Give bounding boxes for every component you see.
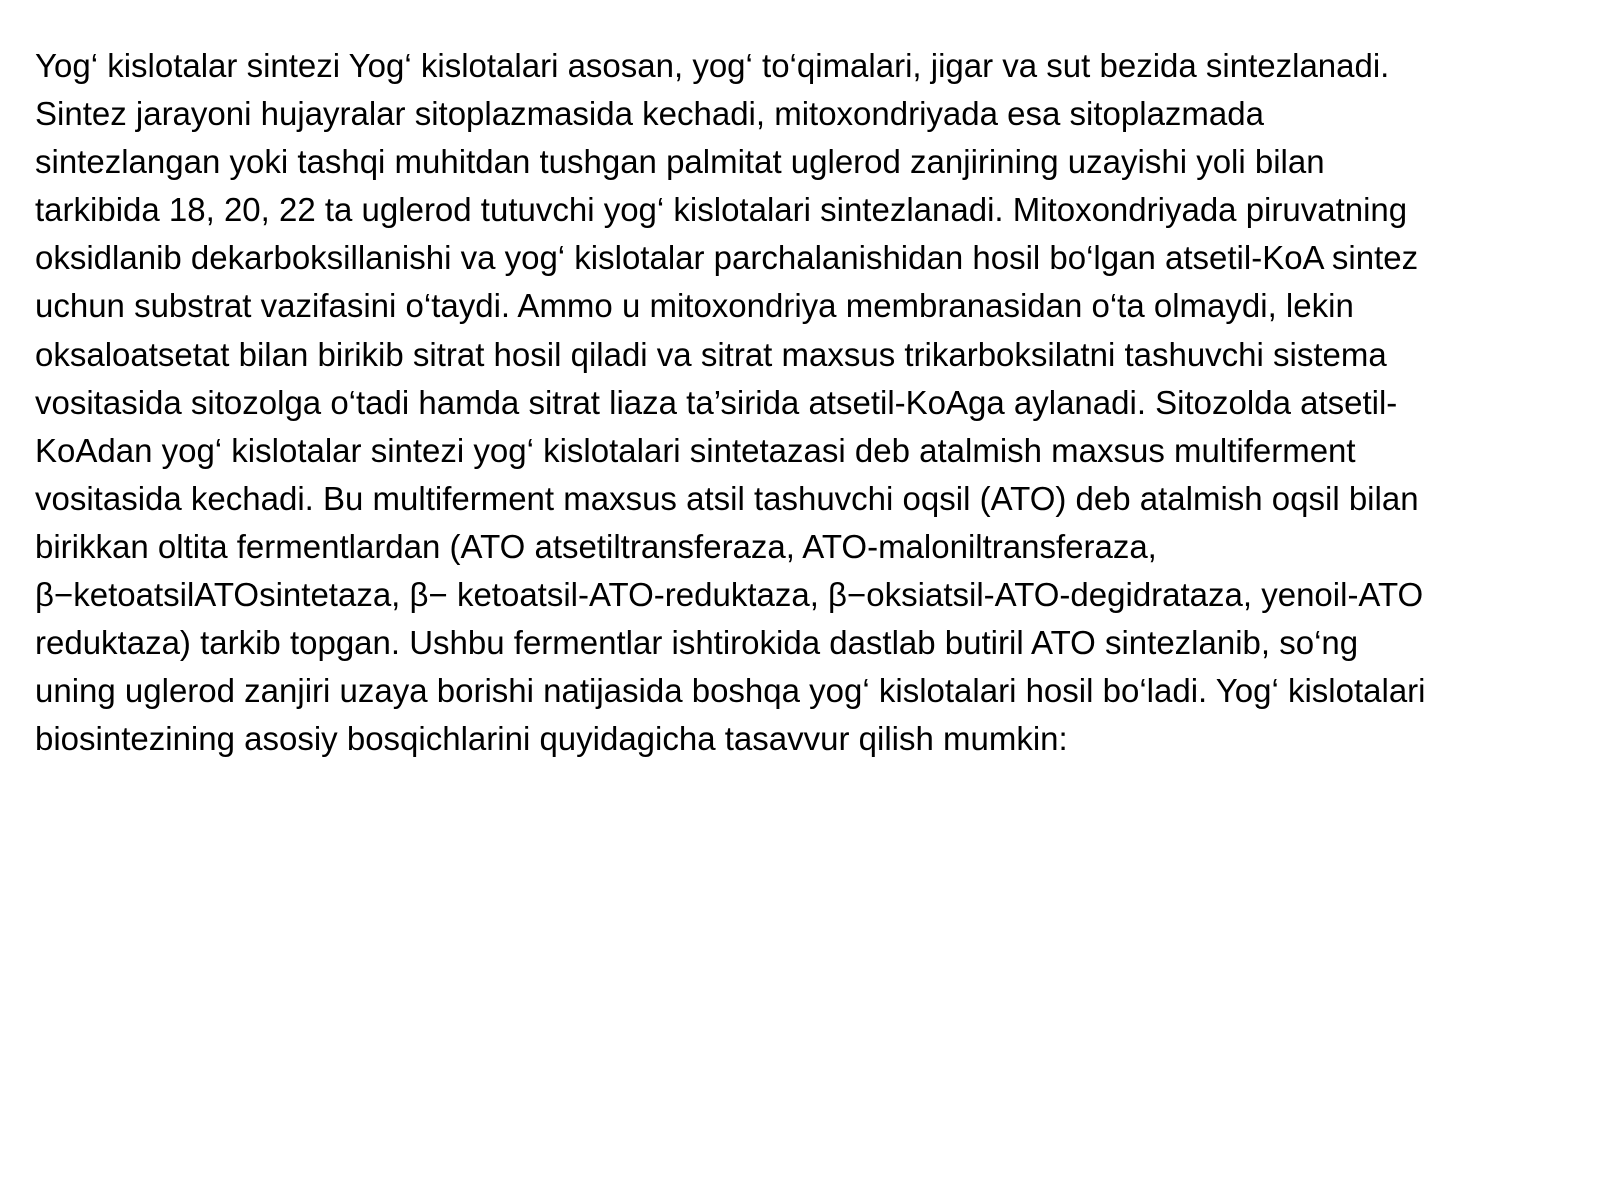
- body-paragraph: Yog‘ kislotalar sintezi Yog‘ kislotalari asosan, yog‘ to‘qimalari, jigar va sut bezida sintezlanadi. Sintez jarayoni hujayralar sitoplazmasida kechadi, mitoxondriyada esa sitoplazmada sintezlangan yoki tashqi muhitdan tushgan palmitat uglerod zanjirining uzayishi yoli bilan tarkibida 18, 20, 22 ta uglerod tutuvchi yog‘ kislotalari sintezlanadi. Mitoxondriyada piruvatning oksidlanib dekarboksillanishi va yog‘ kislotalar parchalanishidan hosil bo‘lgan atsetil-KoA sintez uchun substrat vazifasini o‘taydi. Ammo u mitoxondriya membranasidan o‘ta olmaydi, lekin oksaloatsetat bilan birikib sitrat hosil qiladi va sitrat maxsus trikarboksilatni tashuvchi sistema vositasida sitozolga o‘tadi hamda sitrat liaza ta’sirida atsetil-KoAga aylanadi. Sitozolda atsetil- KoAdan yog‘ kislotalar sintezi yog‘ kislotalari sintetazasi deb atalmish maxsus multiferment vositasida kechadi. Bu multiferment maxsus atsil tashuvchi oqsil (ATO) deb atalmish oqsil bilan birikkan oltita fermentlardan (ATO atsetiltransferaza, ATO-maloniltransferaza, β−ketoatsilATOsintetaza, β− ketoatsil-ATO-reduktaza, β−oksiatsil-ATO-degidrataza, yenoil-ATO reduktaza) tarkib topgan. Ushbu fermentlar ishtirokida dastlab butiril ATO sintezlanib, so‘ng uning uglerod zanjiri uzaya borishi natijasida boshqa yog‘ kislotalari hosil bo‘ladi. Yog‘ kislotalari biosintezining asosiy bosqichlarini quyidagicha tasavvur qilish mumkin:: [35, 47, 1426, 758]
